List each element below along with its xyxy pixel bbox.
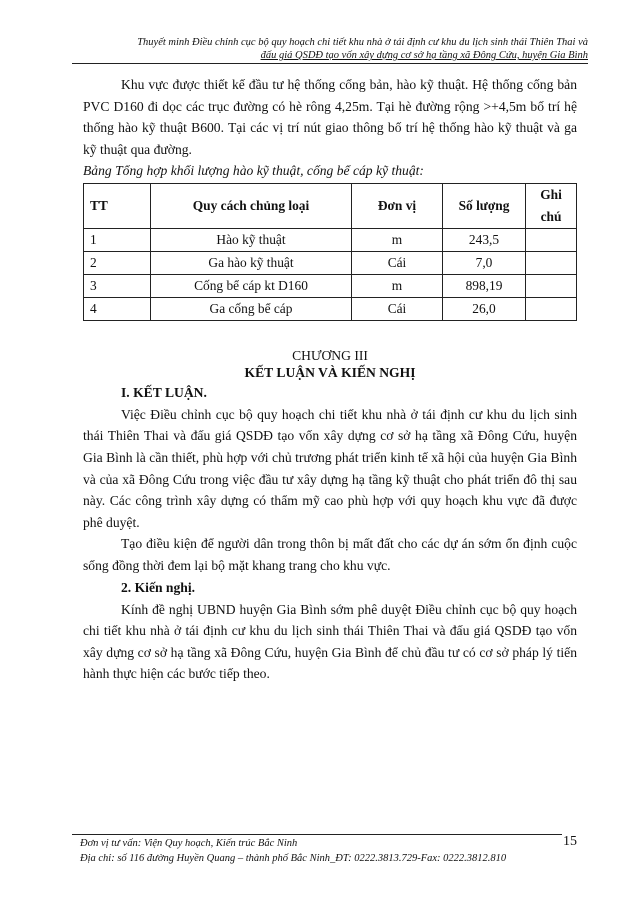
- footer-divider: [72, 834, 562, 835]
- table-row: [84, 297, 577, 320]
- header-divider: [72, 63, 588, 64]
- cell-tt: 1: [84, 228, 151, 251]
- intro-paragraph: Khu vực được thiết kế đầu tư hệ thống cống bản, hào kỹ thuật. Hệ thống cống bản PVC D160 đi dọc các trục đường có hè rông 4,25m. Tại hè đường rộng >+4,5m bố trí hệ thống hào kỹ thuật B600. Tại các vị trí nút giao thông bố trí hệ thống hào kỹ thuật và ga kỹ thuật qua đường.: [83, 77, 577, 157]
- section-heading-recommendation: 2. Kiến nghị.: [121, 579, 196, 595]
- cell-note: [526, 297, 577, 320]
- cell-unit: Cái: [352, 297, 443, 320]
- page-footer: [80, 836, 560, 866]
- cell-unit: m: [352, 228, 443, 251]
- cell-quantity: 26,0: [443, 297, 526, 320]
- cell-spec: Ga hào kỹ thuật: [151, 251, 352, 274]
- cell-tt: 2: [84, 251, 151, 274]
- col-header-unit: Đơn vị: [352, 183, 443, 228]
- chapter-title: KẾT LUẬN VÀ KIẾN NGHỊ: [244, 364, 416, 380]
- cell-tt: 4: [84, 297, 151, 320]
- cell-note: [526, 274, 577, 297]
- col-header-tt: TT: [84, 183, 151, 228]
- cell-unit: m: [352, 274, 443, 297]
- header-line-1: Thuyết minh Điều chỉnh cục bộ quy hoạch chi tiết khu nhà ở tái định cư khu du lịch sinh thái Thiên Thai và: [137, 37, 588, 48]
- col-header-quantity: Số lượng: [443, 183, 526, 228]
- cell-spec: Ga cống bể cáp: [151, 297, 352, 320]
- cell-spec: Cống bể cáp kt D160: [151, 274, 352, 297]
- col-header-spec: Quy cách chủng loại: [151, 183, 352, 228]
- page-body: [83, 68, 577, 685]
- cell-quantity: 243,5: [443, 228, 526, 251]
- cell-tt: 3: [84, 274, 151, 297]
- recommendation-paragraph: Kính đề nghị UBND huyện Gia Bình sớm phê duyệt Điều chỉnh cục bộ quy hoạch chi tiết khu nhà ở tái định cư khu du lịch sinh thái Thiên Thai và đấu giá QSDĐ tạo vốn xây dựng cơ sở hạ tầng xã Đông Cứu, huyện Gia Bình để chủ đầu tư có cơ sở pháp lý tiến hành thực hiện các bước tiếp theo.: [83, 601, 577, 682]
- conclusion-paragraph-2: Tạo điều kiện để người dân trong thôn bị mất đất cho các dự án sớm ổn định cuộc sống đồng thời đem lại bộ mặt khang trang cho khu vực.: [83, 536, 577, 574]
- page-header: [72, 36, 588, 62]
- header-line-2: đấu giá QSDĐ tạo vốn xây dựng cơ sở hạ tầng xã Đông Cứu, huyện Gia Bình: [260, 50, 588, 61]
- section-heading-conclusion: I. KẾT LUẬN.: [121, 384, 207, 400]
- page-number: 15: [563, 834, 577, 849]
- summary-table: [83, 183, 577, 321]
- cell-quantity: 7,0: [443, 251, 526, 274]
- cell-spec: Hào kỹ thuật: [151, 228, 352, 251]
- table-row: [84, 228, 577, 251]
- footer-line-2: Địa chỉ: số 116 đường Huyền Quang – thành phố Bắc Ninh_ĐT: 0222.3813.729-Fax: 0222.3812.810: [80, 853, 507, 864]
- table-header-row: [84, 183, 577, 228]
- table-row: [84, 251, 577, 274]
- table-row: [84, 274, 577, 297]
- cell-quantity: 898,19: [443, 274, 526, 297]
- cell-note: [526, 251, 577, 274]
- footer-line-1: Đơn vị tư vấn: Viện Quy hoạch, Kiến trúc Bắc Ninh: [80, 838, 298, 849]
- table-caption: Bảng Tổng hợp khối lượng hào kỹ thuật, cống bể cáp kỹ thuật:: [83, 163, 424, 179]
- cell-unit: Cái: [352, 251, 443, 274]
- cell-note: [526, 228, 577, 251]
- conclusion-paragraph-1: Việc Điều chỉnh cục bộ quy hoạch chi tiết khu nhà ở tái định cư khu du lịch sinh thái Thiên Thai và đấu giá QSDĐ tạo vốn xây dựng cơ sở hạ tầng xã Đông Cứu, huyện Gia Bình là cần thiết, phù hợp với chủ trương phát triển kinh tế xã hội của huyện Gia Bình và của xã Đông Cứu trong việc đầu tư xây dựng hạ tầng kỹ thuật cho phát triển đô thị sau này. Các công trình xây dựng có thẩm mỹ cao phù hợp với quy hoạch khu vực đã được phê duyệt.: [83, 406, 577, 530]
- chapter-number: CHƯƠNG III: [292, 347, 368, 363]
- col-header-note: Ghi chú: [526, 183, 577, 228]
